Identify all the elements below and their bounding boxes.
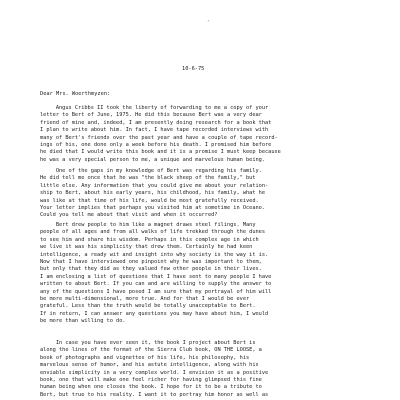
text-line: book, one that will make one feel richer for having glimpsed this fine	[40, 376, 262, 383]
text-line: Now that I have interviewed one pinpoint why he was important to them,	[40, 258, 262, 265]
text-line: was like at that time of his life, would be most gratefully received.	[40, 197, 259, 204]
text-line: written to about Bert. If you can and are willing to supply the answer to	[40, 281, 272, 288]
text-line: many of Bert's friends over the past year and have a couple of tape record-	[40, 134, 278, 141]
text-line: be more multi-dimensional, more true. And for that I would be ever	[40, 295, 250, 302]
text-line: human being when one closes the book. I hope for it to be a tribute to	[40, 384, 262, 391]
salutation: Dear Mrs. Woerthmyzen:	[40, 91, 111, 97]
letter-date: 10-6-75	[182, 66, 205, 72]
text-line: Bert, but true to his reality. I want it to portray him honor as well as	[40, 391, 269, 398]
text-line: but only that they did as they valued few other people in their lives.	[40, 266, 262, 273]
text-line: grateful. Less than the truth would be totally unacceptable to Bert.	[40, 303, 256, 310]
text-line: be more than willing to do.	[40, 318, 126, 325]
text-line: along the lines of the format of the Sierra Club book, ON THE LOOSE, a	[40, 347, 262, 354]
text-line: enviable simplicity in a very complex world. I envision it as a positive	[40, 369, 269, 376]
body-paragraph	[40, 105, 380, 164]
text-line: intelligence, a ready wit and insight into why society is the way it is.	[40, 251, 269, 258]
text-line: I am enclosing a list of questions that I have sent to many people I have	[40, 273, 272, 280]
body-paragraph	[40, 168, 380, 220]
text-line: he was a very special person to me, a unique and marvelous human being.	[40, 156, 265, 163]
body-paragraph	[40, 340, 380, 399]
text-line: Bert drew people to him like a magnet draws steel filings. Many	[40, 222, 256, 228]
text-line: book of photographs and vignettes of his life, his philosophy, his	[40, 354, 250, 361]
text-line: Could you tell me about that visit and when it occurred?	[40, 212, 218, 219]
text-line: letter to Bert of June, 1975. He did this because Bert was a very dear	[40, 112, 262, 119]
body-paragraph	[40, 222, 380, 325]
text-line: we live it was his simplicity that drew them. Certainly he had keen	[40, 244, 253, 251]
text-line: marvelous sense of humor, and his astute intelligence, along with his	[40, 362, 259, 369]
text-line: to see him and share his wisdom. Perhaps in this complex age in which	[40, 236, 259, 243]
text-line: He did tell me once that he was "the black sheep of the family," but	[40, 175, 256, 182]
text-line: One of the gaps in my knowledge of Bert was regarding his family.	[40, 168, 262, 174]
text-line: friend of mine and, indeed, I am presently doing research for a book that	[40, 119, 272, 126]
text-line: If in return, I can answer any questions you may have about him, I would	[40, 310, 269, 317]
text-line: people of all ages and from all walks of life trekked through the dunes	[40, 229, 265, 236]
text-line: In case you have ever seen it, the book I project about Bert is	[40, 340, 256, 346]
text-line: he died that I would write this book and it is a promise I must keep because	[40, 149, 281, 156]
text-line: ship to Bert, about his early years, his childhood, his family, what he	[40, 190, 265, 197]
page-mark: ,	[207, 17, 210, 22]
text-line: Angus Cribbs II took the liberty of forwarding to me a copy of your	[40, 105, 269, 111]
text-line: I plan to write about him. In fact, I have tape recorded interviews with	[40, 127, 269, 134]
text-line: Your letter implies that perhaps you visited him at sometime in Oceano.	[40, 204, 265, 211]
text-line: ings of his, one done only a week before his death. I promised him before	[40, 141, 272, 148]
text-line: any of the questions I have posed I am sure that my portrayal of him will	[40, 288, 272, 295]
text-line: little else. Any information that you could give me about your relation-	[40, 182, 269, 189]
